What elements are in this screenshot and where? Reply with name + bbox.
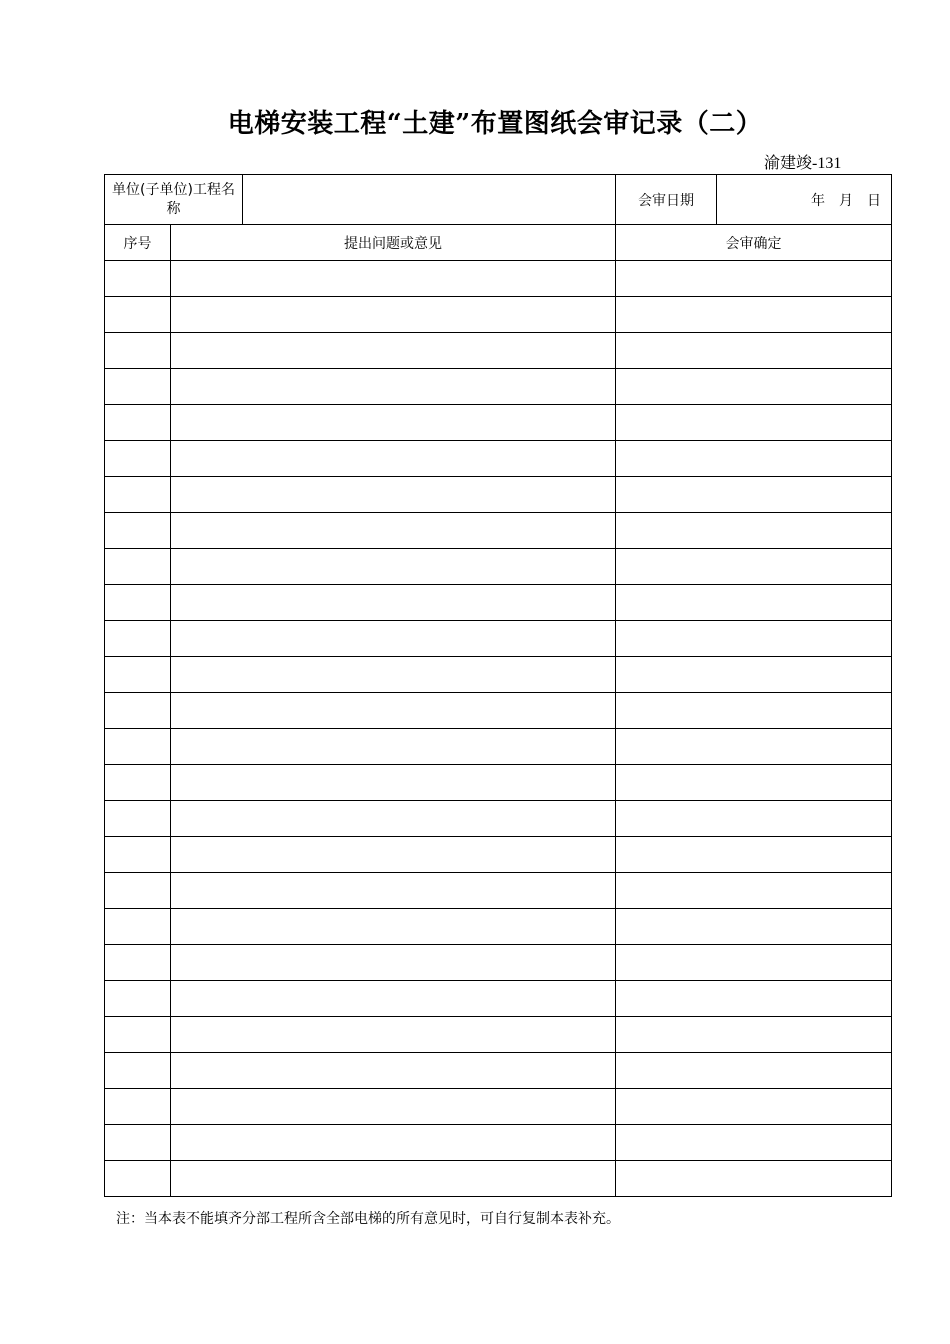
issue-cell[interactable] — [171, 405, 616, 441]
confirm-cell[interactable] — [616, 261, 892, 297]
table-row — [105, 333, 892, 369]
issue-cell[interactable] — [171, 909, 616, 945]
table-row — [105, 477, 892, 513]
confirm-cell[interactable] — [616, 297, 892, 333]
table-row — [105, 945, 892, 981]
confirm-cell[interactable] — [616, 873, 892, 909]
seq-cell[interactable] — [105, 621, 171, 657]
table-row — [105, 441, 892, 477]
issue-cell[interactable] — [171, 873, 616, 909]
unit-name-field[interactable] — [243, 175, 616, 225]
seq-cell[interactable] — [105, 1053, 171, 1089]
confirm-cell[interactable] — [616, 945, 892, 981]
issue-cell[interactable] — [171, 945, 616, 981]
confirm-header: 会审确定 — [616, 225, 892, 261]
table-row — [105, 1017, 892, 1053]
table-row — [105, 693, 892, 729]
issue-cell[interactable] — [171, 297, 616, 333]
seq-cell[interactable] — [105, 1089, 171, 1125]
seq-cell[interactable] — [105, 729, 171, 765]
confirm-cell[interactable] — [616, 909, 892, 945]
issue-cell[interactable] — [171, 477, 616, 513]
table-row — [105, 765, 892, 801]
footnote: 注：当本表不能填齐分部工程所含全部电梯的所有意见时，可自行复制本表补充。 — [116, 1211, 620, 1227]
issue-cell[interactable] — [171, 369, 616, 405]
table-row — [105, 729, 892, 765]
unit-name-label: 单位(子单位)工程名称 — [105, 175, 243, 225]
issue-cell[interactable] — [171, 1125, 616, 1161]
confirm-cell[interactable] — [616, 765, 892, 801]
seq-cell[interactable] — [105, 657, 171, 693]
table-row — [105, 549, 892, 585]
issue-cell[interactable] — [171, 1089, 616, 1125]
table-row — [105, 981, 892, 1017]
confirm-cell[interactable] — [616, 1125, 892, 1161]
review-record-table — [104, 174, 892, 1197]
seq-cell[interactable] — [105, 1161, 171, 1197]
page-title: 电梯安装工程“土建”布置图纸会审记录（二） — [227, 109, 763, 139]
seq-cell[interactable] — [105, 981, 171, 1017]
issue-cell[interactable] — [171, 585, 616, 621]
issue-cell[interactable] — [171, 1161, 616, 1197]
issue-cell[interactable] — [171, 657, 616, 693]
seq-cell[interactable] — [105, 405, 171, 441]
table-row — [105, 585, 892, 621]
confirm-cell[interactable] — [616, 837, 892, 873]
table-row — [105, 513, 892, 549]
issue-cell[interactable] — [171, 621, 616, 657]
review-date-label: 会审日期 — [616, 175, 717, 225]
table-row — [105, 1053, 892, 1089]
table-row — [105, 873, 892, 909]
issue-cell[interactable] — [171, 837, 616, 873]
table-row — [105, 621, 892, 657]
seq-cell[interactable] — [105, 1017, 171, 1053]
seq-cell[interactable] — [105, 585, 171, 621]
form-code: 渝建竣-131 — [764, 155, 842, 172]
seq-cell[interactable] — [105, 1125, 171, 1161]
confirm-cell[interactable] — [616, 981, 892, 1017]
issues-header: 提出问题或意见 — [171, 225, 616, 261]
confirm-cell[interactable] — [616, 369, 892, 405]
seq-cell[interactable] — [105, 693, 171, 729]
seq-header: 序号 — [105, 225, 171, 261]
issue-cell[interactable] — [171, 513, 616, 549]
table-row — [105, 369, 892, 405]
table-row — [105, 1125, 892, 1161]
seq-cell[interactable] — [105, 297, 171, 333]
table-row — [105, 801, 892, 837]
column-header-row — [105, 225, 892, 261]
seq-cell[interactable] — [105, 333, 171, 369]
seq-cell[interactable] — [105, 369, 171, 405]
seq-cell[interactable] — [105, 549, 171, 585]
table-row — [105, 261, 892, 297]
confirm-cell[interactable] — [616, 513, 892, 549]
confirm-cell[interactable] — [616, 693, 892, 729]
seq-cell[interactable] — [105, 261, 171, 297]
table-row — [105, 297, 892, 333]
issue-cell[interactable] — [171, 981, 616, 1017]
confirm-cell[interactable] — [616, 801, 892, 837]
table-row — [105, 837, 892, 873]
issue-cell[interactable] — [171, 333, 616, 369]
seq-cell[interactable] — [105, 441, 171, 477]
table-row — [105, 1089, 892, 1125]
issue-cell[interactable] — [171, 1053, 616, 1089]
seq-cell[interactable] — [105, 513, 171, 549]
confirm-cell[interactable] — [616, 621, 892, 657]
confirm-cell[interactable] — [616, 441, 892, 477]
seq-cell[interactable] — [105, 801, 171, 837]
seq-cell[interactable] — [105, 837, 171, 873]
issue-cell[interactable] — [171, 261, 616, 297]
confirm-cell[interactable] — [616, 1053, 892, 1089]
issue-cell[interactable] — [171, 1017, 616, 1053]
issue-cell[interactable] — [171, 765, 616, 801]
confirm-cell[interactable] — [616, 729, 892, 765]
seq-cell[interactable] — [105, 873, 171, 909]
confirm-cell[interactable] — [616, 549, 892, 585]
confirm-cell[interactable] — [616, 1089, 892, 1125]
unit-row — [105, 175, 892, 225]
issue-cell[interactable] — [171, 729, 616, 765]
issue-cell[interactable] — [171, 441, 616, 477]
confirm-cell[interactable] — [616, 1161, 892, 1197]
review-date-field[interactable]: 年 月 日 — [717, 175, 892, 225]
seq-cell[interactable] — [105, 765, 171, 801]
confirm-cell[interactable] — [616, 333, 892, 369]
table-row — [105, 657, 892, 693]
confirm-cell[interactable] — [616, 405, 892, 441]
seq-cell[interactable] — [105, 909, 171, 945]
seq-cell[interactable] — [105, 945, 171, 981]
confirm-cell[interactable] — [616, 585, 892, 621]
issue-cell[interactable] — [171, 693, 616, 729]
table-row — [105, 405, 892, 441]
seq-cell[interactable] — [105, 477, 171, 513]
issue-cell[interactable] — [171, 801, 616, 837]
confirm-cell[interactable] — [616, 657, 892, 693]
confirm-cell[interactable] — [616, 1017, 892, 1053]
confirm-cell[interactable] — [616, 477, 892, 513]
table-row — [105, 909, 892, 945]
data-rows — [105, 261, 892, 1197]
table-row — [105, 1161, 892, 1197]
issue-cell[interactable] — [171, 549, 616, 585]
